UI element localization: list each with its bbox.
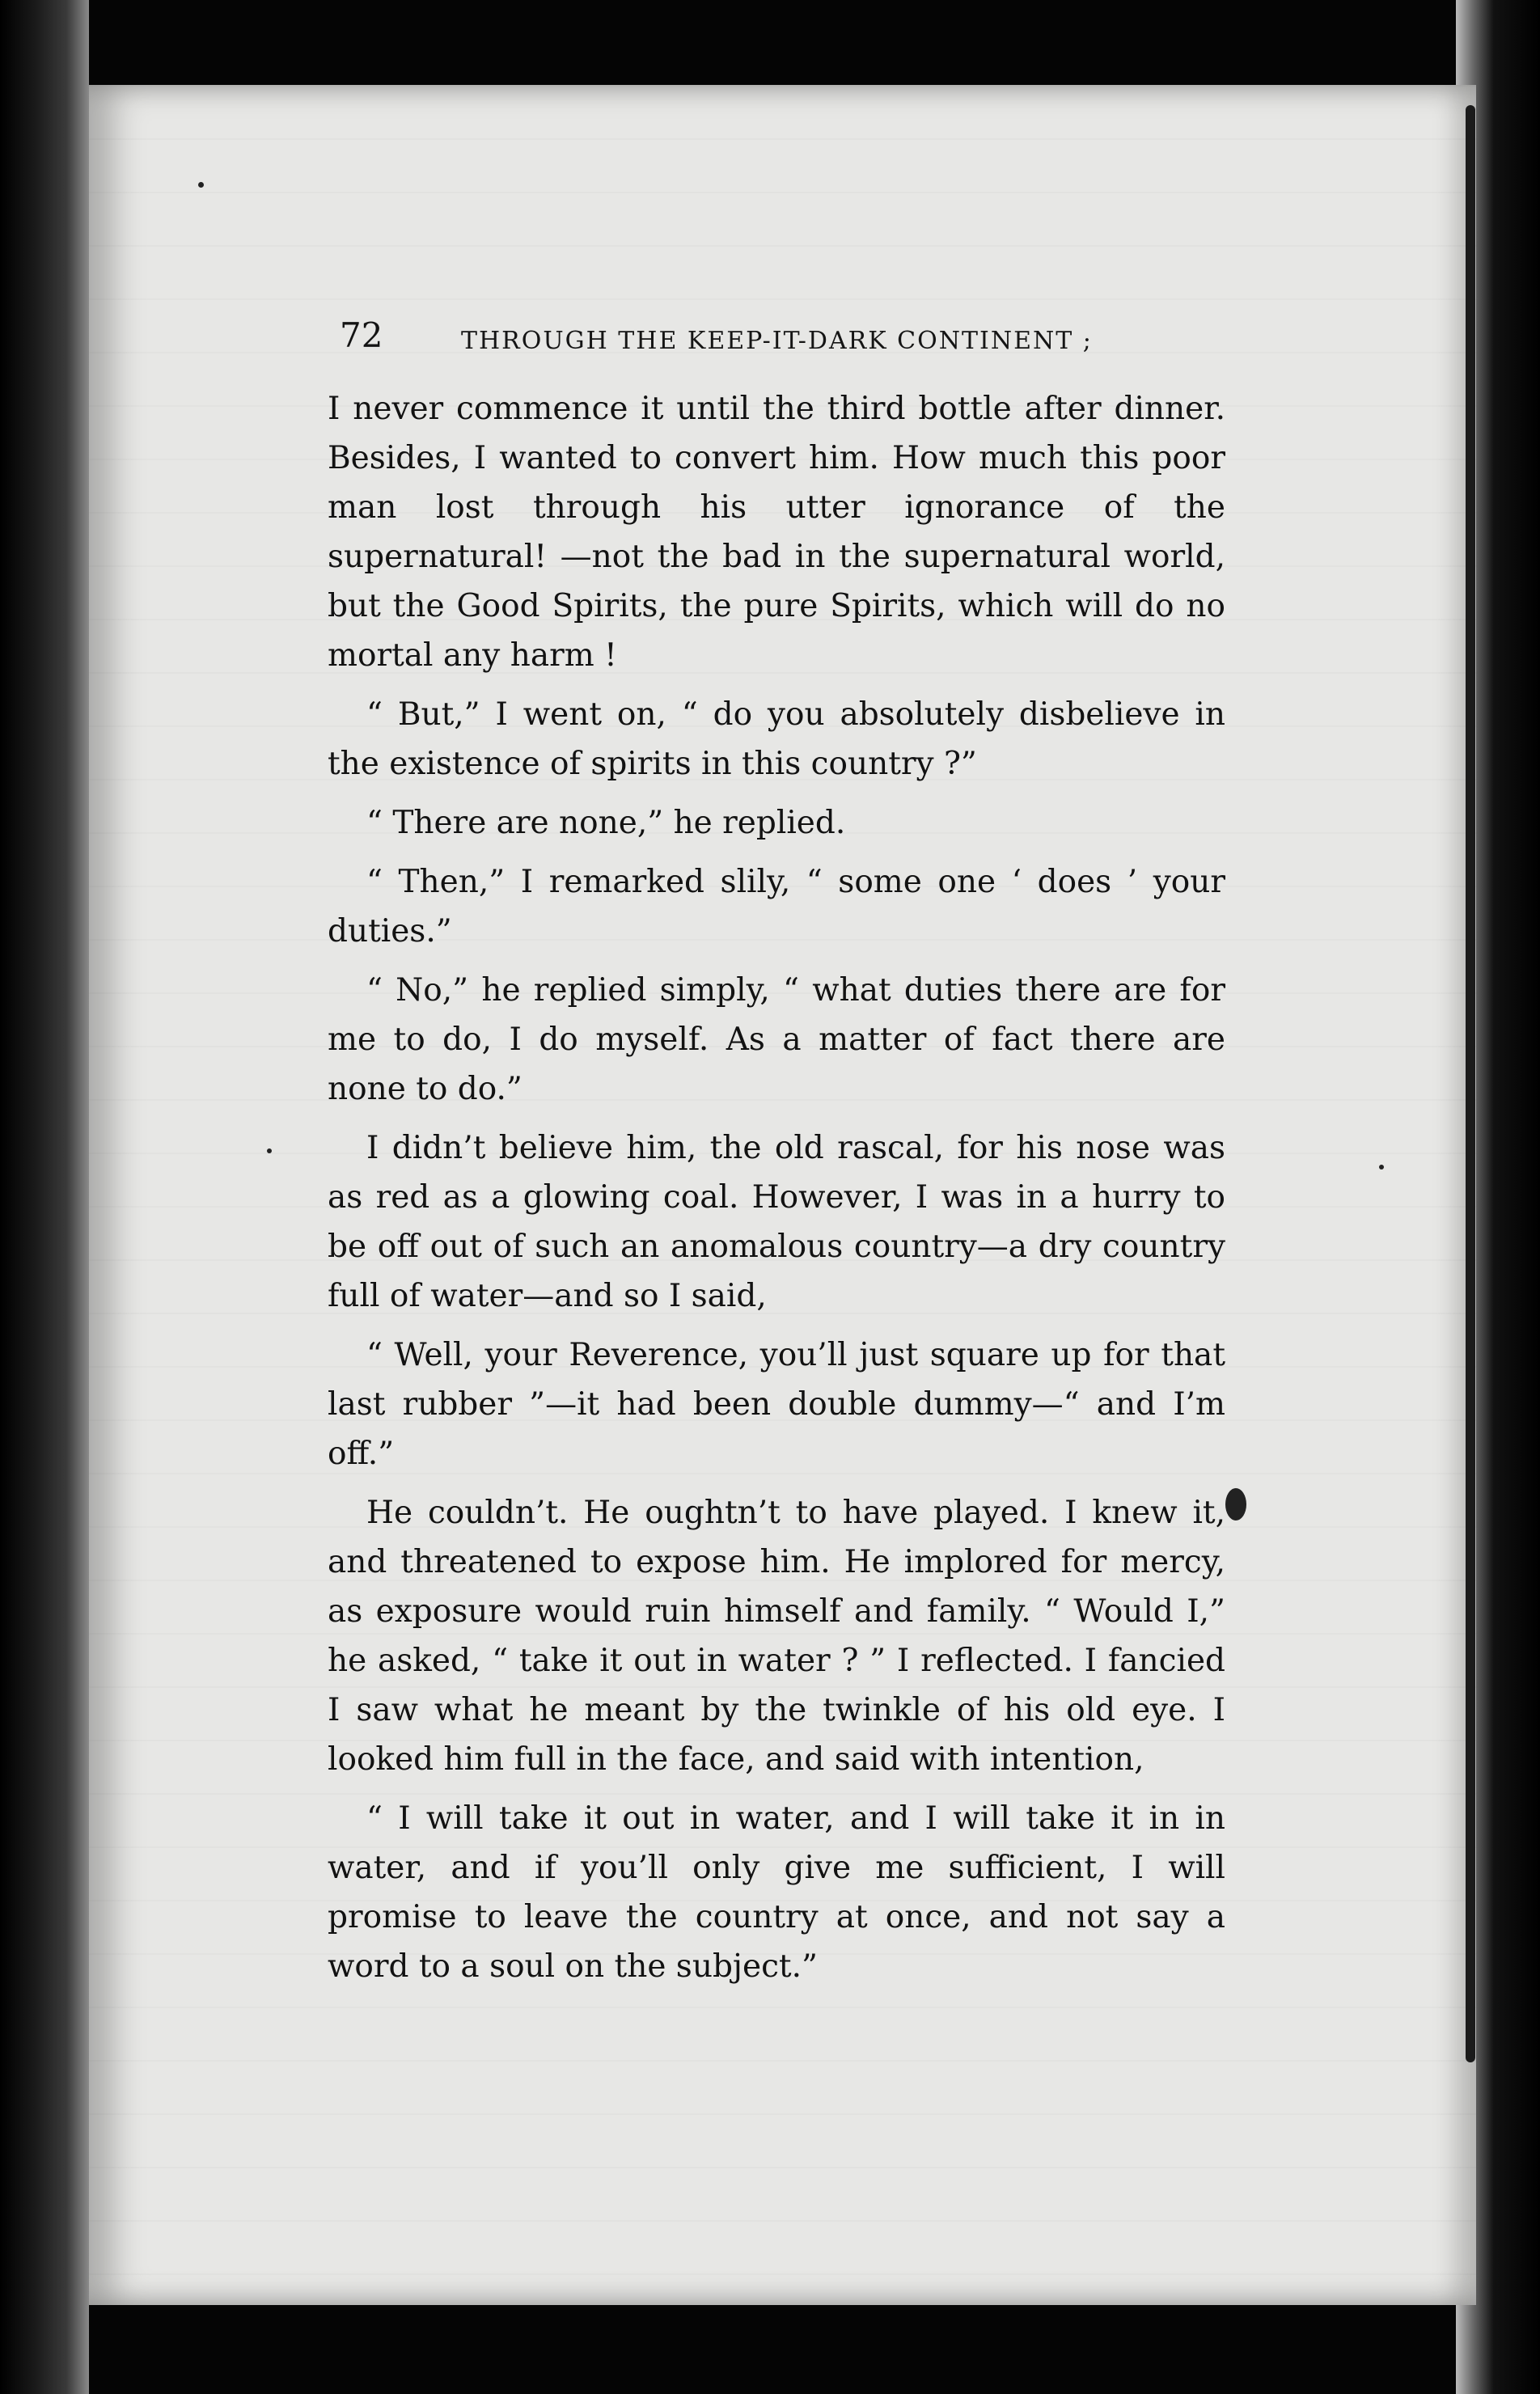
running-head xyxy=(340,315,1229,364)
speck xyxy=(1379,1165,1384,1170)
ink-blot xyxy=(1225,1488,1246,1521)
paragraph: I never commence it until the third bottle after dinner. Besides, I wanted to convert him. How much this poor man lost through his utter ignorance of the supernatural! —not the bad in the supernatural world, but the Good Spirits, the pure Spirits, which will do no mortal any harm ! xyxy=(328,391,1225,674)
speck xyxy=(267,1148,272,1153)
paragraph: “ There are none,” he replied. xyxy=(366,805,846,841)
paragraph: “ Then,” I remarked slily, “ some one ‘ does ’ your duties.” xyxy=(328,864,1225,950)
speck xyxy=(198,182,204,188)
paragraph: “ I will take it out in water, and I will take it in in water, and if you’ll only give me sufficient, I will promise to leave the country at once, and not say a word to a soul on the subject.” xyxy=(328,1800,1225,1985)
paragraph: “ Well, your Reverence, you’ll just square up for that last rubber ”—it had been double dummy—“ and I’m off.” xyxy=(328,1337,1225,1472)
paragraph: I didn’t believe him, the old rascal, for his nose was as red as a glowing coal. However, I was in a hurry to be off out of such an anomalous country—a dry country full of water—and so I said, xyxy=(328,1130,1225,1314)
film-edge-left xyxy=(0,0,89,2394)
paragraph: “ But,” I went on, “ do you absolutely disbelieve in the existence of spirits in this country ?” xyxy=(328,696,1225,782)
paragraph: “ No,” he replied simply, “ what duties there are for me to do, I do myself. As a matter of fact there are none to do.” xyxy=(328,972,1225,1107)
page-binding-edge xyxy=(1466,105,1475,2062)
running-title: THROUGH THE KEEP-IT-DARK CONTINENT ; xyxy=(461,327,1093,355)
paragraph: He couldn’t. He oughtn’t to have played. I knew it, and threatened to expose him. He implored for mercy, as exposure would ruin himself and family. “ Would I,” he asked, “ take it out in water ? ” I reflected. I fancied I saw what he meant by the twinkle of his old eye. I looked him full in the face, and said with intention, xyxy=(328,1495,1225,1778)
page-number: 72 xyxy=(340,315,383,355)
body-text xyxy=(328,384,1225,2001)
